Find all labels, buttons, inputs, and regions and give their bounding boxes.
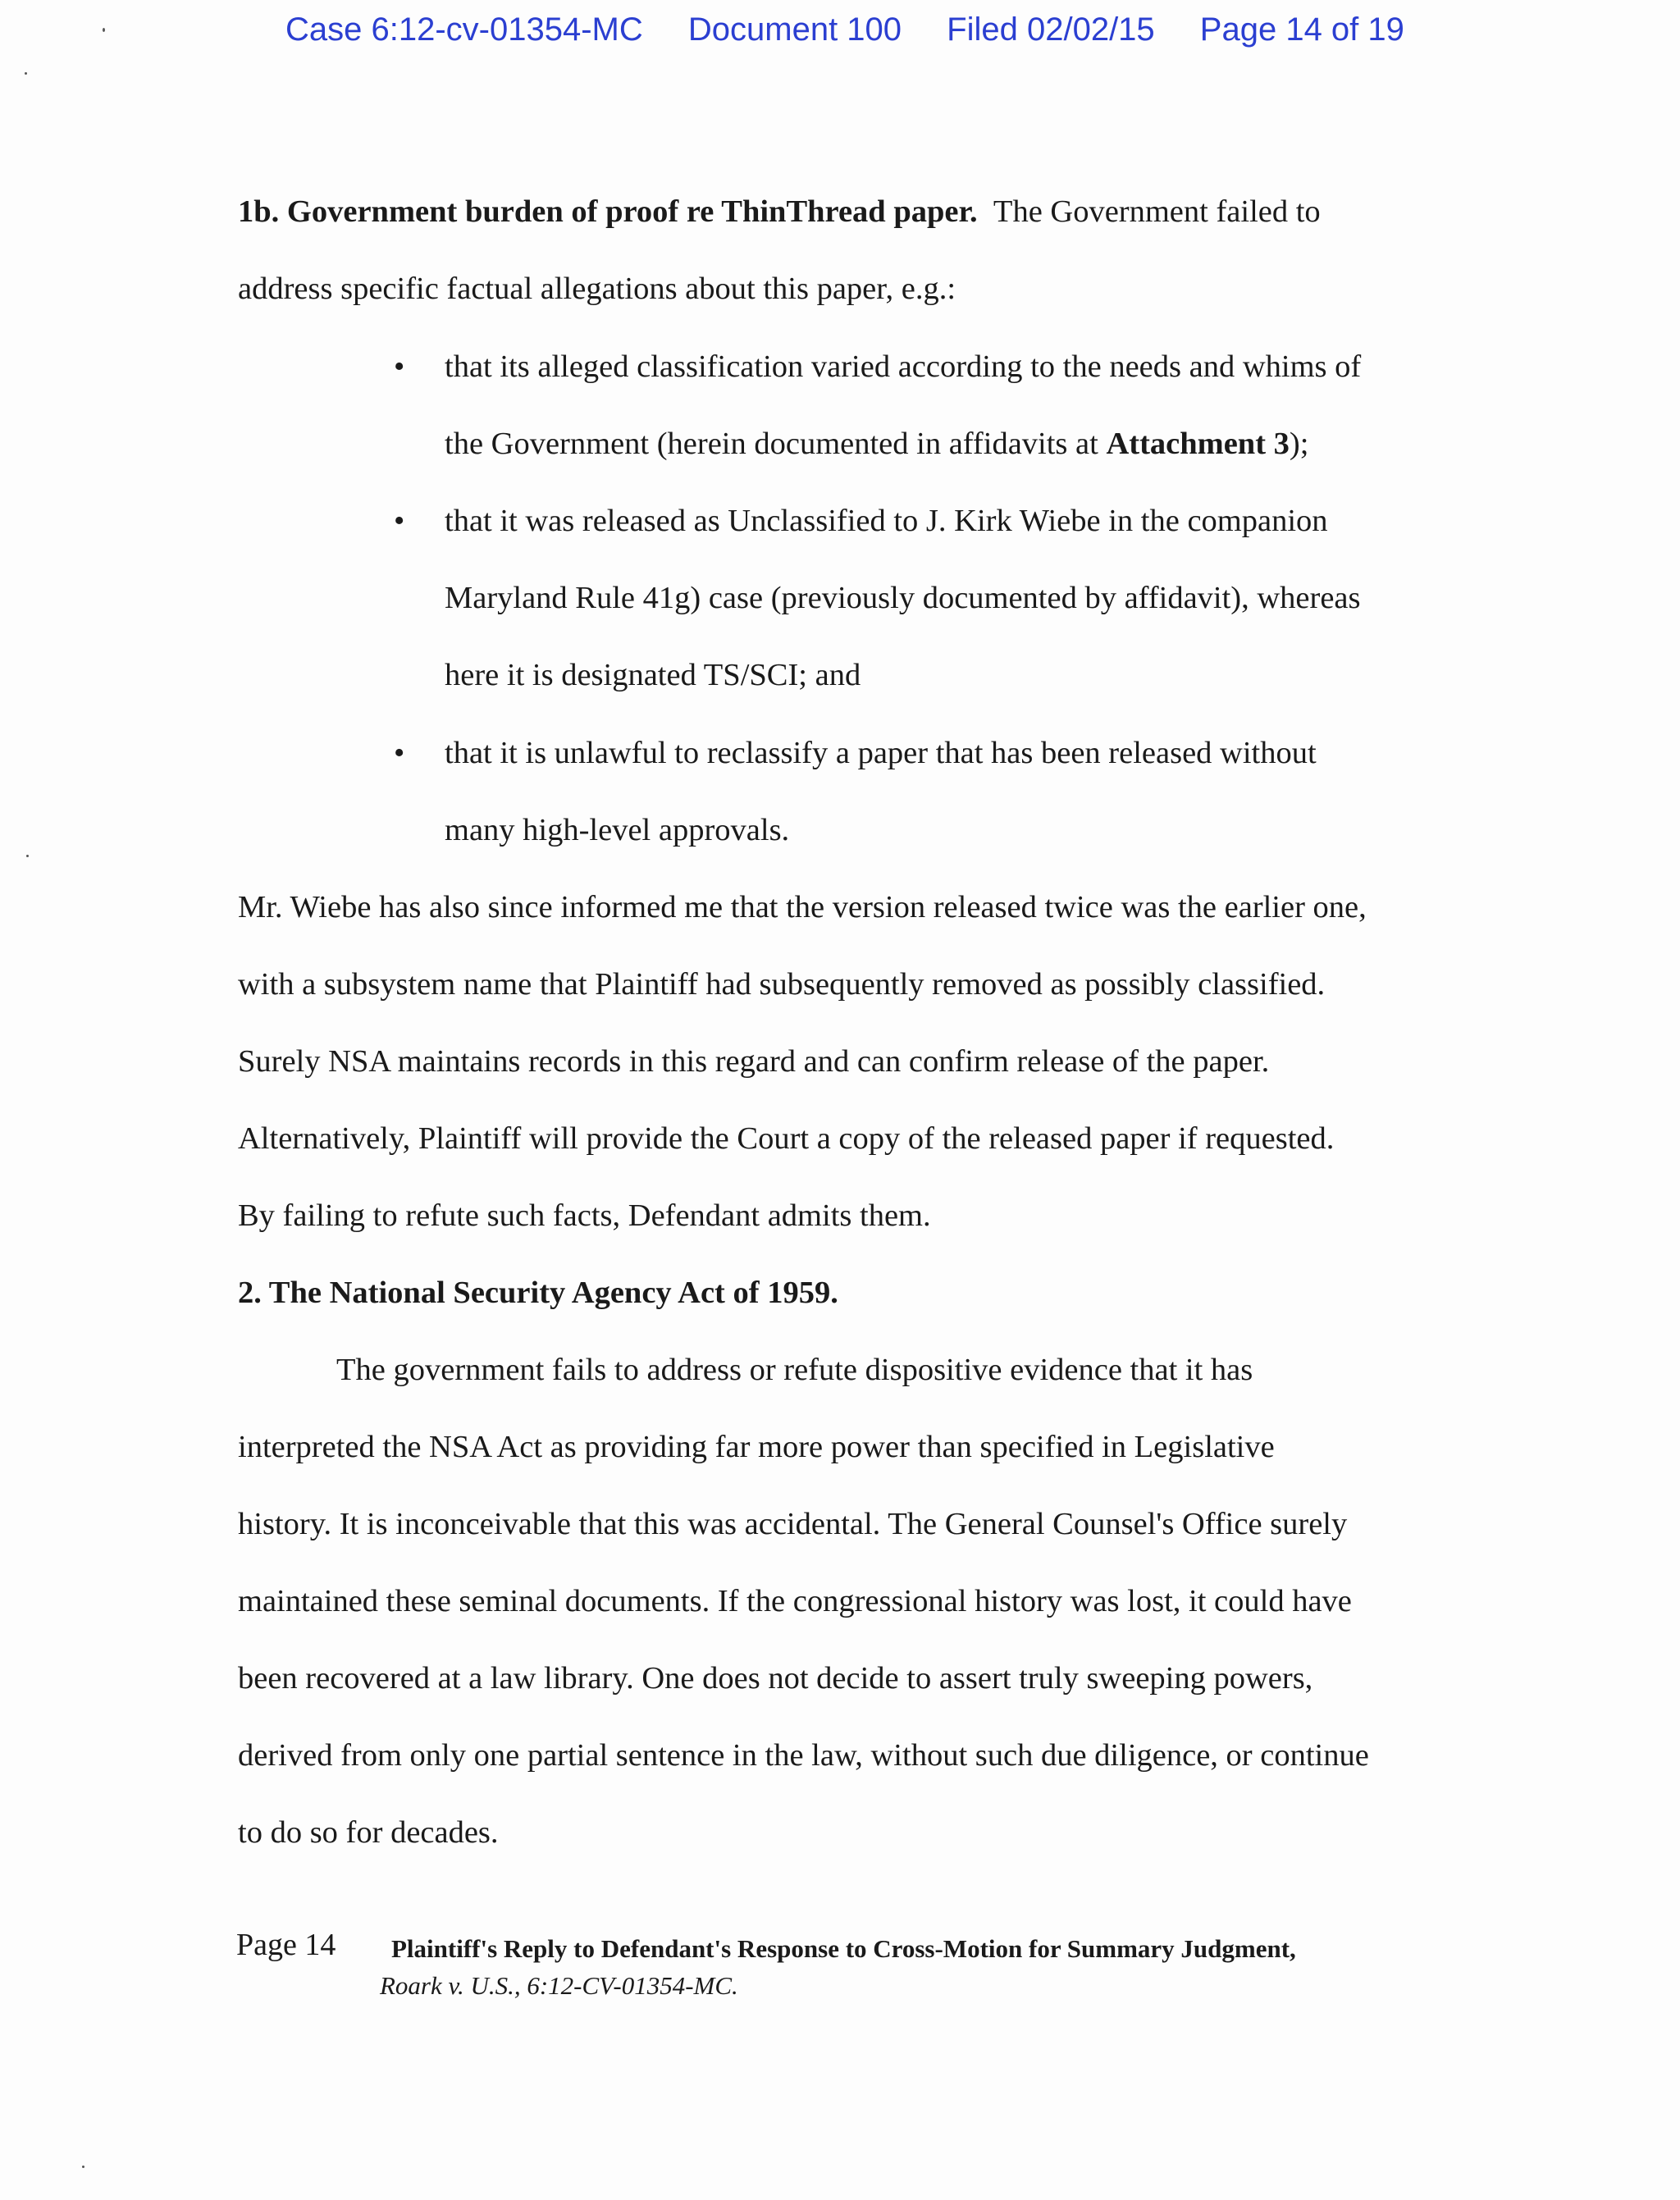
bullet-1-text-end: );	[1289, 427, 1309, 461]
ecf-filing-header	[285, 11, 1450, 48]
section-1b-lead	[238, 194, 1321, 230]
paragraph-line: Surely NSA maintains records in this regard and can confirm release of the paper.	[238, 1044, 1270, 1079]
page-count: Page 14 of 19	[1199, 11, 1404, 48]
scan-speck	[26, 855, 29, 857]
section-2-line: The government fails to address or refute dispositive evidence that it has	[336, 1353, 1253, 1387]
bullet-icon: •	[394, 349, 405, 384]
filed-date: Filed 02/02/15	[947, 11, 1155, 48]
document-number: Document 100	[687, 11, 902, 48]
bullet-1-line1: that its alleged classification varied according to the needs and whims of	[445, 349, 1362, 384]
section-1b-lead-line2: address specific factual allegations about this paper, e.g.:	[238, 272, 956, 306]
section-2-line: maintained these seminal documents. If the congressional history was lost, it could have	[238, 1584, 1352, 1618]
paragraph-line: Alternatively, Plaintiff will provide the Court a copy of the released paper if requested.	[238, 1121, 1335, 1156]
bullet-1-line2	[445, 426, 1308, 462]
section-1b-heading: 1b. Government burden of proof re ThinThread paper.	[238, 194, 978, 229]
bullet-icon: •	[394, 736, 405, 770]
scan-speck	[103, 28, 105, 32]
attachment-reference: Attachment 3	[1106, 427, 1290, 461]
paragraph-line: Mr. Wiebe has also since informed me that the version released twice was the earlier one,	[238, 890, 1367, 924]
scan-speck	[82, 2166, 84, 2168]
section-1b-lead-text: The Government failed to	[993, 194, 1321, 229]
bullet-3-line1: that it is unlawful to reclassify a paper that has been released without	[445, 736, 1317, 770]
section-2-line: history. It is inconceivable that this was accidental. The General Counsel's Office surely	[238, 1507, 1348, 1541]
section-2-line: interpreted the NSA Act as providing far more power than specified in Legislative	[238, 1430, 1275, 1464]
paragraph-line: with a subsystem name that Plaintiff had subsequently removed as possibly classified.	[238, 967, 1326, 1002]
paragraph-line: By failing to refute such facts, Defendant admits them.	[238, 1198, 931, 1233]
footer-case-citation: Roark v. U.S., 6:12-CV-01354-MC.	[380, 1971, 738, 2000]
scan-speck	[25, 72, 27, 75]
bullet-1-text: the Government (herein documented in affidavits at	[445, 427, 1107, 461]
bullet-3-line2: many high-level approvals.	[445, 813, 790, 847]
case-number: Case 6:12-cv-01354-MC	[285, 11, 643, 48]
footer-page-number: Page 14	[236, 1928, 336, 1962]
bullet-2-line3: here it is designated TS/SCI; and	[445, 658, 861, 692]
bullet-icon: •	[394, 504, 405, 538]
section-2-line: derived from only one partial sentence in the law, without such due diligence, or continue	[238, 1738, 1369, 1773]
bullet-2-line2: Maryland Rule 41g) case (previously documented by affidavit), whereas	[445, 581, 1361, 615]
section-2-heading: 2. The National Security Agency Act of 1959.	[238, 1276, 838, 1310]
section-2-line: to do so for decades.	[238, 1815, 499, 1850]
section-2-line: been recovered at a law library. One does not decide to assert truly sweeping powers,	[238, 1661, 1313, 1696]
bullet-2-line1: that it was released as Unclassified to J. Kirk Wiebe in the companion	[445, 504, 1328, 538]
footer-document-title: Plaintiff's Reply to Defendant's Response to Cross-Motion for Summary Judgment,	[391, 1934, 1296, 1963]
